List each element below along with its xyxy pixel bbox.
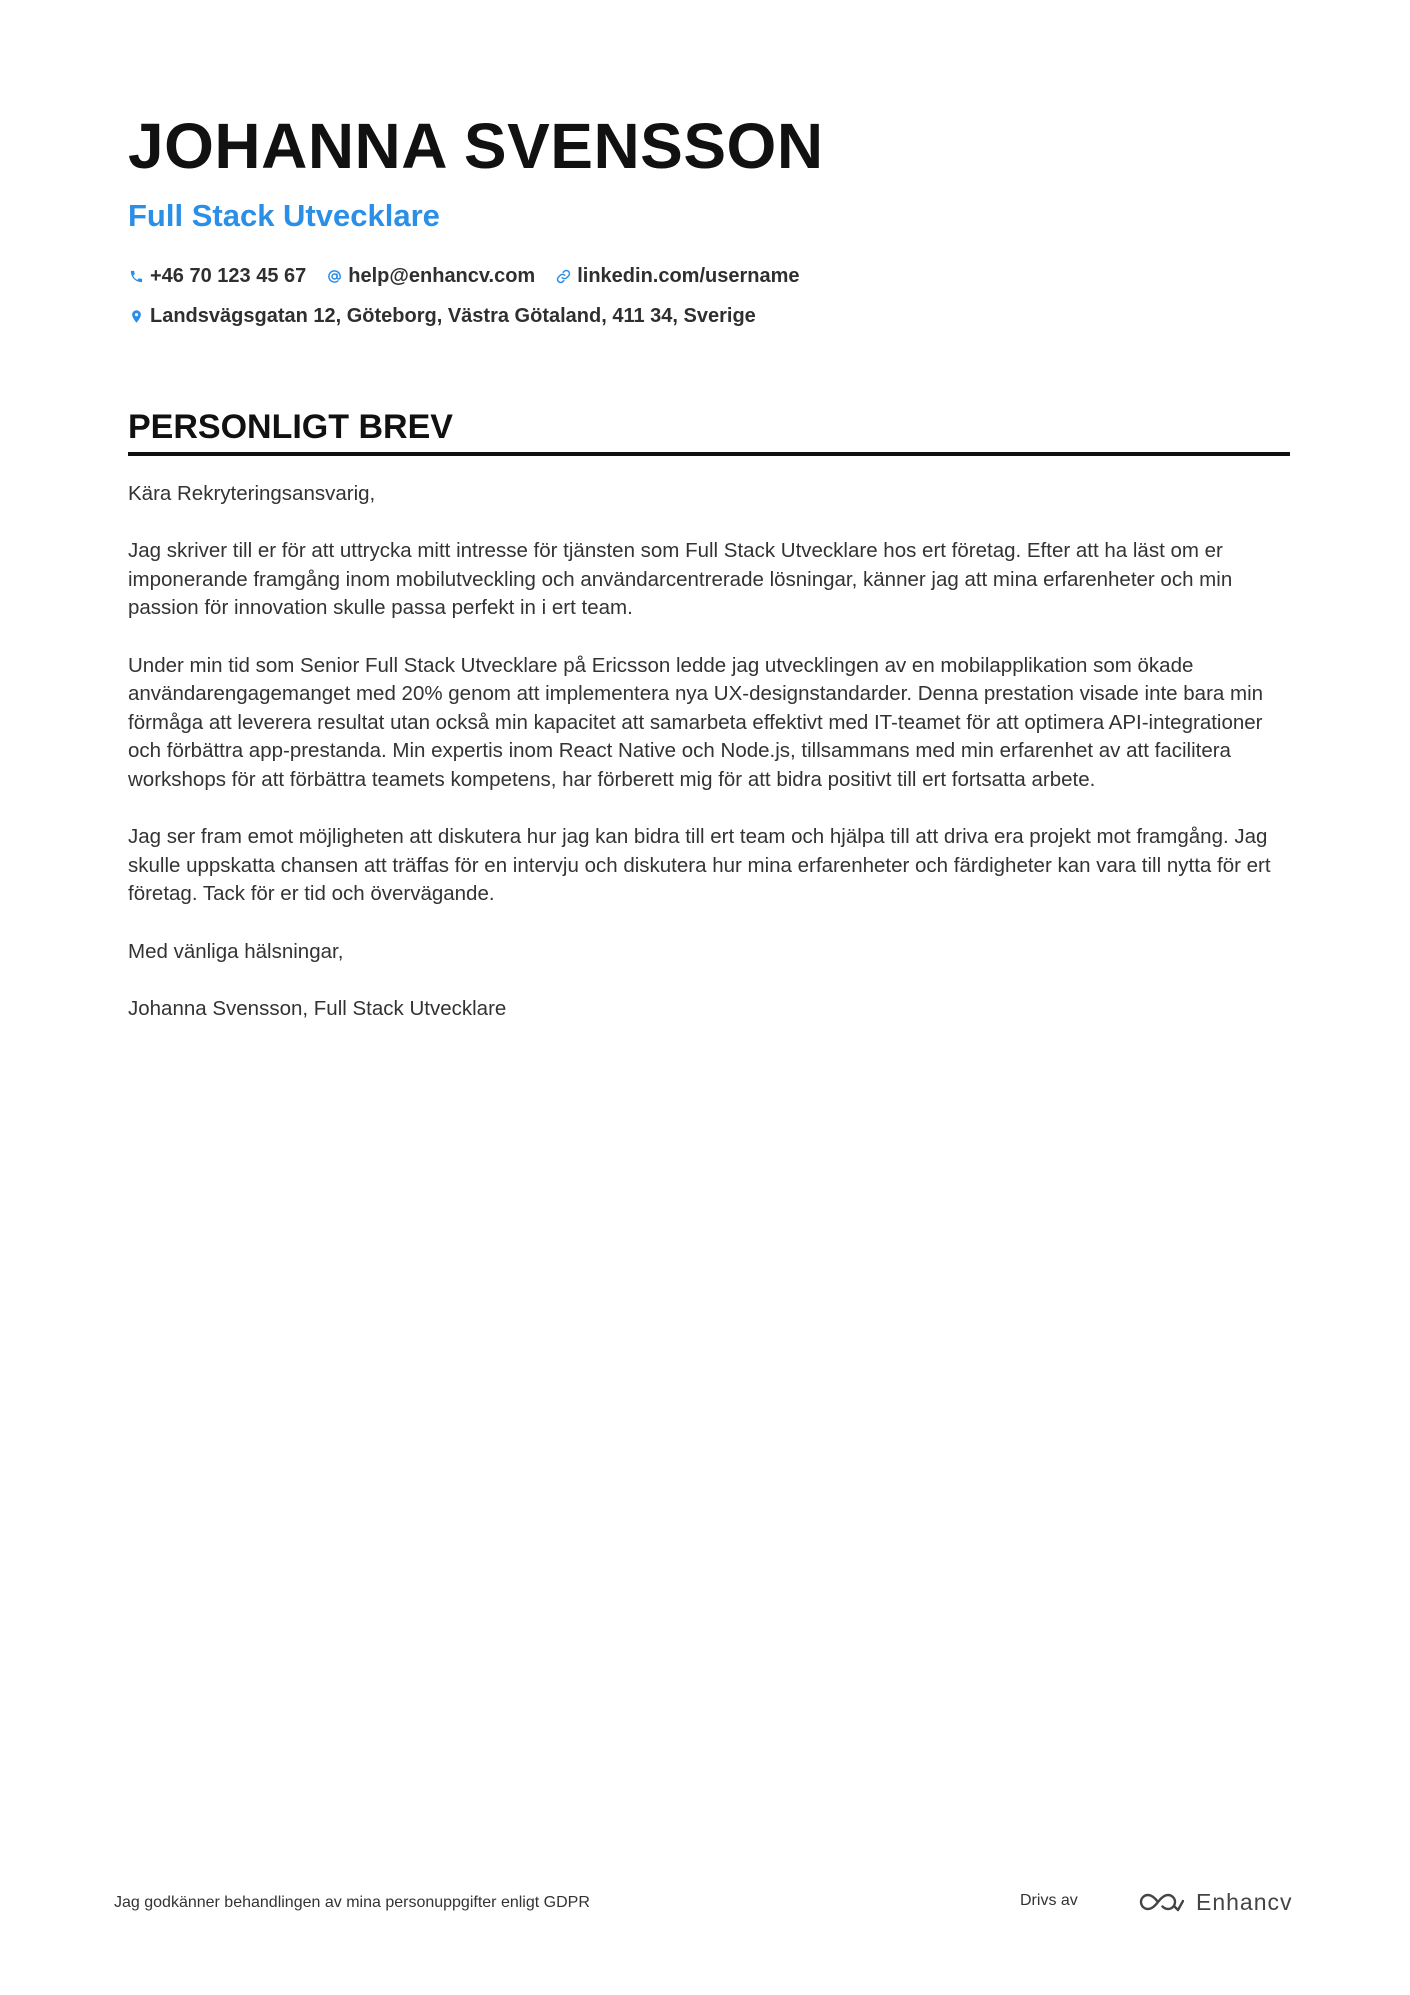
contact-phone xyxy=(128,265,306,288)
candidate-name: JOHANNA SVENSSON xyxy=(128,110,824,182)
gdpr-consent-text: Jag godkänner behandlingen av mina personuppgifter enligt GDPR xyxy=(114,1894,590,1911)
section-title: PERSONLIGT BREV xyxy=(128,408,453,446)
email-text: help@enhancv.com xyxy=(348,264,536,287)
phone-icon xyxy=(128,267,144,285)
enhancv-logo[interactable] xyxy=(1138,1888,1293,1916)
brand-name: Enhancv xyxy=(1196,1888,1293,1915)
enhancv-logo-icon xyxy=(1138,1888,1184,1916)
candidate-role: Full Stack Utvecklare xyxy=(128,198,440,233)
contact-info xyxy=(128,262,1290,330)
letter-greeting: Kära Rekryteringsansvarig, xyxy=(128,482,376,505)
letter-paragraph: Jag skriver till er för att uttrycka mitt intresse för tjänsten som Full Stack Utvecklare hos ert företag. Efter att ha läst om er imponerande framgång inom mobilutveckling och användarcentrerade lösningar, känner jag att mina erfarenheter och min passion för innovation skulle passa perfekt in i ert team. xyxy=(128,539,1233,620)
link-icon xyxy=(555,267,571,285)
letter-signature: Johanna Svensson, Full Stack Utvecklare xyxy=(128,996,507,1020)
contact-linkedin xyxy=(555,265,799,288)
contact-email xyxy=(326,265,535,288)
powered-by-label: Drivs av xyxy=(1020,1892,1078,1909)
location-pin-icon xyxy=(128,307,144,325)
linkedin-text: linkedin.com/username xyxy=(577,264,800,287)
letter-paragraph: Under min tid som Senior Full Stack Utvecklare på Ericsson ledde jag utvecklingen av en mobilapplikation som ökade användarengagemanget med 20% genom att implementera nya UX-designstandarder. Denna prestation visade inte bara min förmåga att leverera resultat utan också min kapacitet att samarbeta effektivt med IT-teamet för att optimera API-integrationer och förbättra app-prestanda. Min expertis inom React Native och Node.js, tillsammans med min erfarenhet av att facilitera workshops för att förbättra teamets kompetens, har förberett mig för att bidra positivt till ert fortsatta arbete. xyxy=(128,653,1264,791)
letter-body xyxy=(128,480,1290,1023)
phone-text: +46 70 123 45 67 xyxy=(150,264,307,287)
at-icon xyxy=(326,267,342,285)
header xyxy=(128,108,1290,342)
letter-closing: Med vänliga hälsningar, xyxy=(128,939,344,963)
contact-address xyxy=(128,305,756,328)
address-text: Landsvägsgatan 12, Göteborg, Västra Götaland, 411 34, Sverige xyxy=(150,304,756,327)
footer xyxy=(114,1888,1293,1930)
letter-paragraph: Jag ser fram emot möjligheten att diskutera hur jag kan bidra till ert team och hjälpa till att driva era projekt mot framgång. Jag skulle uppskatta chansen att träffas för en intervju och diskutera hur mina erfarenheter och färdigheter kan vara till nytta för ert företag. Tack för er tid och övervägande. xyxy=(128,825,1271,906)
cover-letter-section xyxy=(128,404,1290,1052)
section-divider xyxy=(128,452,1290,456)
contact-row xyxy=(128,262,1290,290)
contact-row xyxy=(128,302,1290,330)
